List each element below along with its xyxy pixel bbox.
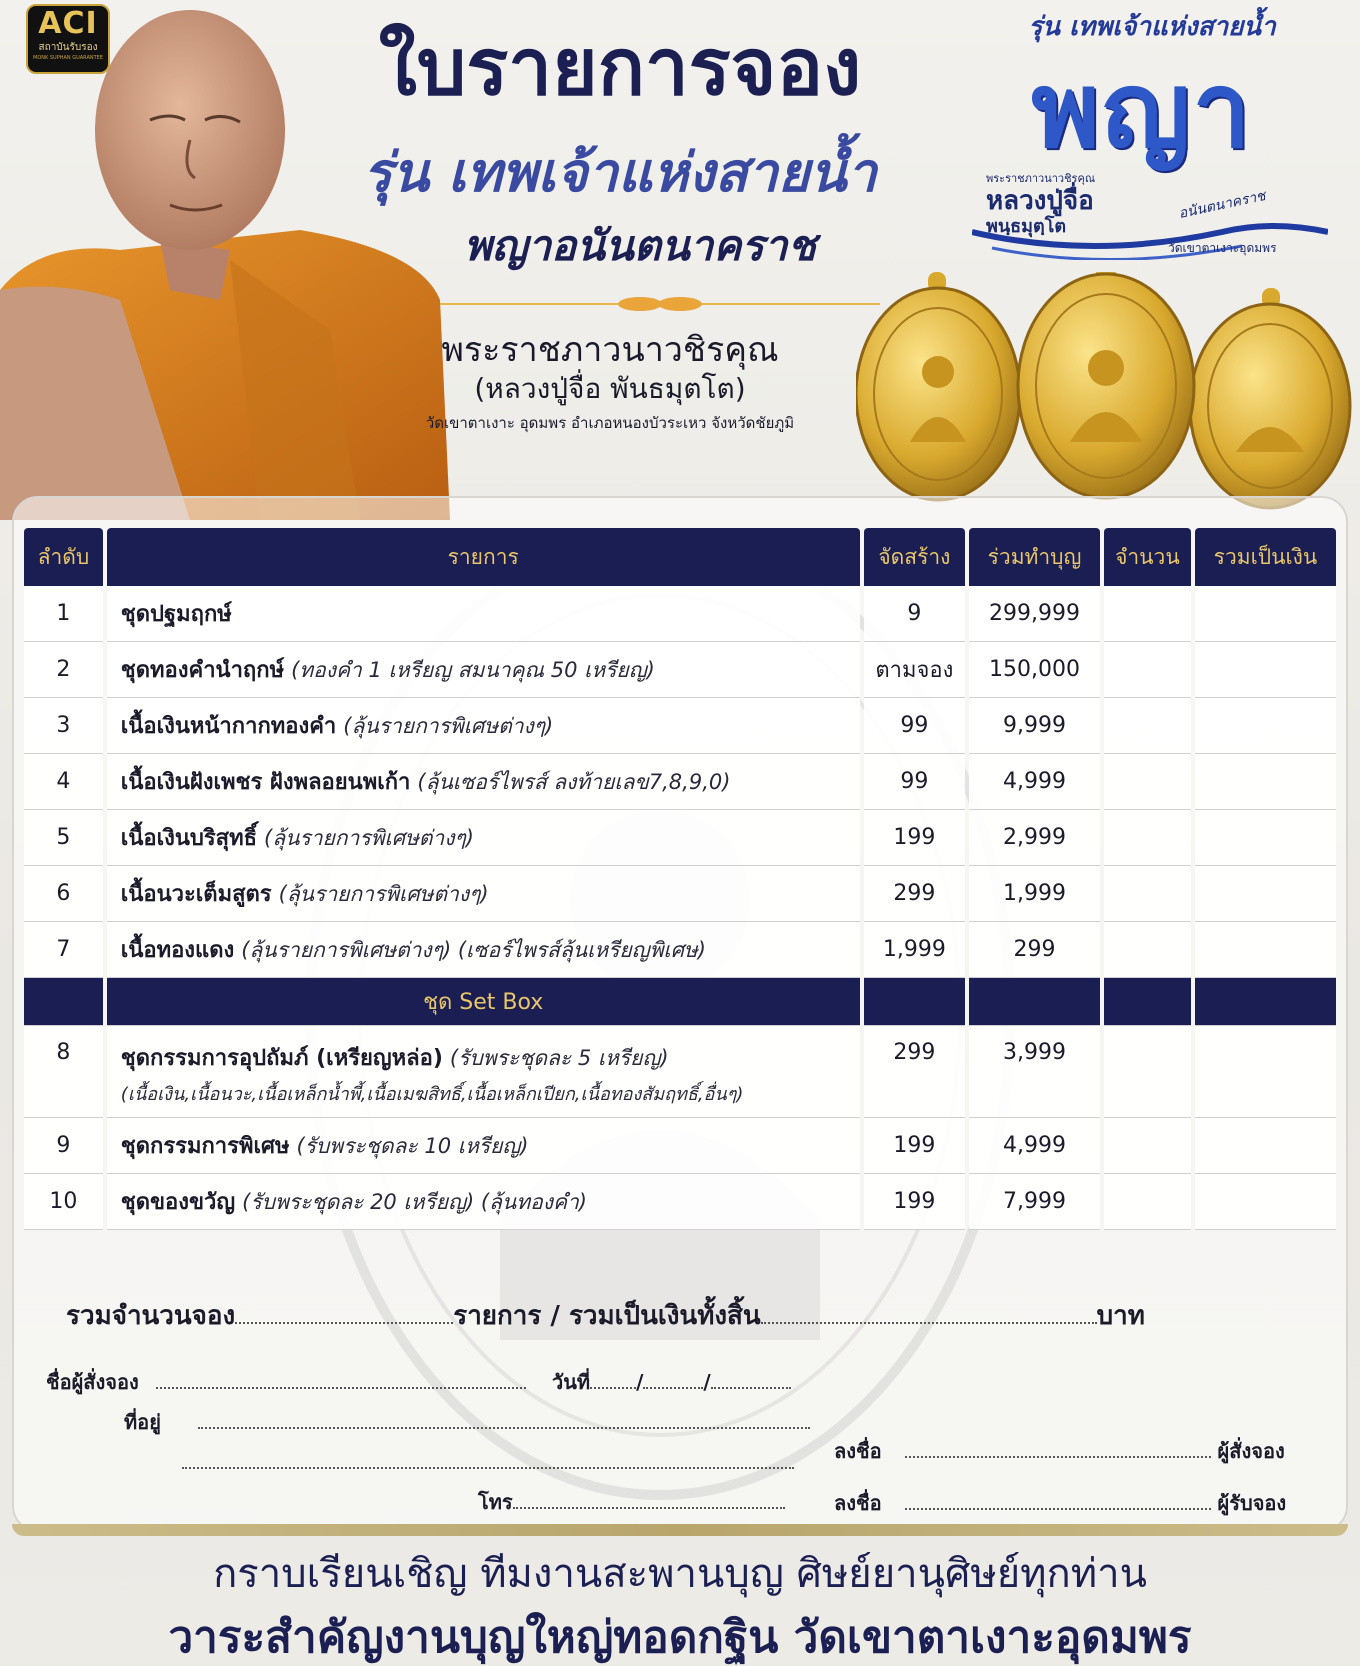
orderer-name-row: ชื่อผู้สั่งจอง	[46, 1367, 526, 1397]
setbox-label: ชุด Set Box	[107, 978, 860, 1026]
page-title: ใบรายการจอง	[378, 23, 862, 113]
summary-line: รวมจำนวนจอง รายการ / รวมเป็นเงินทั้งสิ้น บาท	[66, 1296, 1306, 1336]
address-row-2	[182, 1447, 794, 1477]
coin-center	[1018, 272, 1194, 498]
series-name: พญาอนันตนาคราช	[463, 221, 817, 270]
table-row: 9 ชุดกรรมการพิเศษ (รับพระชุดละ 10 เหรียญ) 199 4,999	[24, 1118, 1336, 1174]
date-year-field[interactable]	[711, 1369, 791, 1389]
address-field-1[interactable]	[198, 1409, 810, 1429]
gold-divider	[440, 292, 880, 316]
series-logo: รุ่น เทพเจ้าแห่งสายน้ำ พญา พระราชภาวนาวชิรคุณ หลวงปู่จื่อ พนฺธมุตฺโต อนันตนาคราช วัดเขาตาเงาะอุดมพร	[972, 10, 1328, 260]
monk-name: (หลวงปู่จื่อ พันธมุตโต)	[474, 372, 746, 405]
date-row: วันที่ / /	[552, 1367, 791, 1397]
temple-address: วัดเขาตาเงาะ อุดมพร อำเภอหนองบัวระเหว จังหวัดชัยภูมิ	[425, 414, 795, 432]
total-cell[interactable]	[1195, 866, 1336, 922]
quantity-cell[interactable]	[1104, 922, 1191, 978]
col-header-donation: ร่วมทำบุญ	[969, 528, 1100, 586]
quantity-cell[interactable]	[1104, 754, 1191, 810]
setbox-section-header	[24, 978, 1336, 1026]
orderer-signature-field[interactable]	[905, 1438, 1211, 1458]
total-cell[interactable]	[1195, 698, 1336, 754]
total-cell[interactable]	[1195, 810, 1336, 866]
quantity-cell[interactable]	[1104, 586, 1191, 642]
col-header-produced: จัดสร้าง	[864, 528, 966, 586]
aci-logo: ACI สถาบันรับรอง MONK SUPHAN GUARANTEE	[26, 4, 110, 74]
table-row: 6 เนื้อนวะเต็มสูตร (ลุ้นรายการพิเศษต่างๆ) 299 1,999	[24, 866, 1336, 922]
table-row: 5 เนื้อเงินบริสุทธิ์ (ลุ้นรายการพิเศษต่างๆ) 199 2,999	[24, 810, 1336, 866]
col-header-total: รวมเป็นเงิน	[1195, 528, 1336, 586]
quantity-cell[interactable]	[1104, 642, 1191, 698]
table-row: 3 เนื้อเงินหน้ากากทองคำ (ลุ้นรายการพิเศษต่างๆ) 99 9,999	[24, 698, 1336, 754]
invitation-text: กราบเรียนเชิญ ทีมงานสะพานบุญ ศิษย์ยานุศิษย์ทุกท่าน	[213, 1551, 1147, 1597]
table-row: 7 เนื้อทองแดง (ลุ้นรายการพิเศษต่างๆ) (เซอร์ไพรส์ลุ้นเหรียญพิเศษ) 1,999 299	[24, 922, 1336, 978]
gold-coins-image	[856, 272, 1356, 512]
address-field-2[interactable]	[182, 1449, 794, 1469]
coin-right	[1190, 288, 1350, 508]
receiver-signature-field[interactable]	[905, 1490, 1211, 1510]
table-header-row	[24, 528, 1336, 586]
quantity-cell[interactable]	[1104, 866, 1191, 922]
quantity-cell[interactable]	[1104, 1174, 1191, 1230]
table-row: 10 ชุดของขวัญ (รับพระชุดละ 20 เหรียญ) (ลุ้นทองคำ) 199 7,999	[24, 1174, 1336, 1230]
orderer-name-field[interactable]	[156, 1369, 526, 1389]
total-cell[interactable]	[1195, 1174, 1336, 1230]
table-row: 4 เนื้อเงินฝังเพชร ฝังพลอยนพเก้า (ลุ้นเซอร์ไพรส์ ลงท้ายเลข7,8,9,0) 99 4,999	[24, 754, 1336, 810]
total-cell[interactable]	[1195, 642, 1336, 698]
quantity-cell[interactable]	[1104, 1118, 1191, 1174]
grand-total-field[interactable]	[761, 1298, 1097, 1324]
series-subtitle: รุ่น เทพเจ้าแห่งสายน้ำ	[363, 141, 877, 204]
quantity-cell[interactable]	[1104, 810, 1191, 866]
event-text: วาระสำคัญงานบุญใหญ่ทอดกฐิน วัดเขาตาเงาะอุดมพร	[168, 1612, 1192, 1663]
table-row: 8 ชุดกรรมการอุปถัมภ์ (เหรียญหล่อ) (รับพระชุดละ 5 เหรียญ) (เนื้อเงิน,เนื้อนวะ,เนื้อเหล็กน้ำพี้,เนื้อเมฆสิทธิ์,เนื้อเหล็กเปียก,เนื้อทองสัมฤทธิ์,อื่นๆ) 299 3,999	[24, 1026, 1336, 1118]
total-count-field[interactable]	[235, 1298, 453, 1324]
order-table	[20, 528, 1340, 1230]
address-row: ที่อยู่	[124, 1407, 810, 1437]
quantity-cell[interactable]	[1104, 1026, 1191, 1118]
phone-row: โทร	[478, 1487, 785, 1517]
table-row: 2 ชุดทองคำนำฤกษ์ (ทองคำ 1 เหรียญ สมนาคุณ 50 เหรียญ) ตามจอง 150,000	[24, 642, 1336, 698]
monk-title: พระราชภาวนาวชิรคุณ	[441, 330, 779, 370]
col-header-item: รายการ	[107, 528, 860, 586]
total-cell[interactable]	[1195, 1026, 1336, 1118]
phone-field[interactable]	[513, 1489, 785, 1509]
total-cell[interactable]	[1195, 586, 1336, 642]
col-header-no: ลำดับ	[24, 528, 103, 586]
table-row: 1 ชุดปฐมฤกษ์ 9 299,999	[24, 586, 1336, 642]
orderer-signature-row: ลงชื่อ ผู้สั่งจอง	[834, 1439, 1285, 1463]
date-day-field[interactable]	[590, 1369, 636, 1389]
col-header-quantity: จำนวน	[1104, 528, 1191, 586]
panel-gold-edge	[12, 1524, 1348, 1536]
receiver-signature-row: ลงชื่อ ผู้รับจอง	[834, 1491, 1287, 1515]
coin-left	[856, 272, 1020, 500]
quantity-cell[interactable]	[1104, 698, 1191, 754]
date-month-field[interactable]	[643, 1369, 703, 1389]
total-cell[interactable]	[1195, 1118, 1336, 1174]
total-cell[interactable]	[1195, 754, 1336, 810]
total-cell[interactable]	[1195, 922, 1336, 978]
